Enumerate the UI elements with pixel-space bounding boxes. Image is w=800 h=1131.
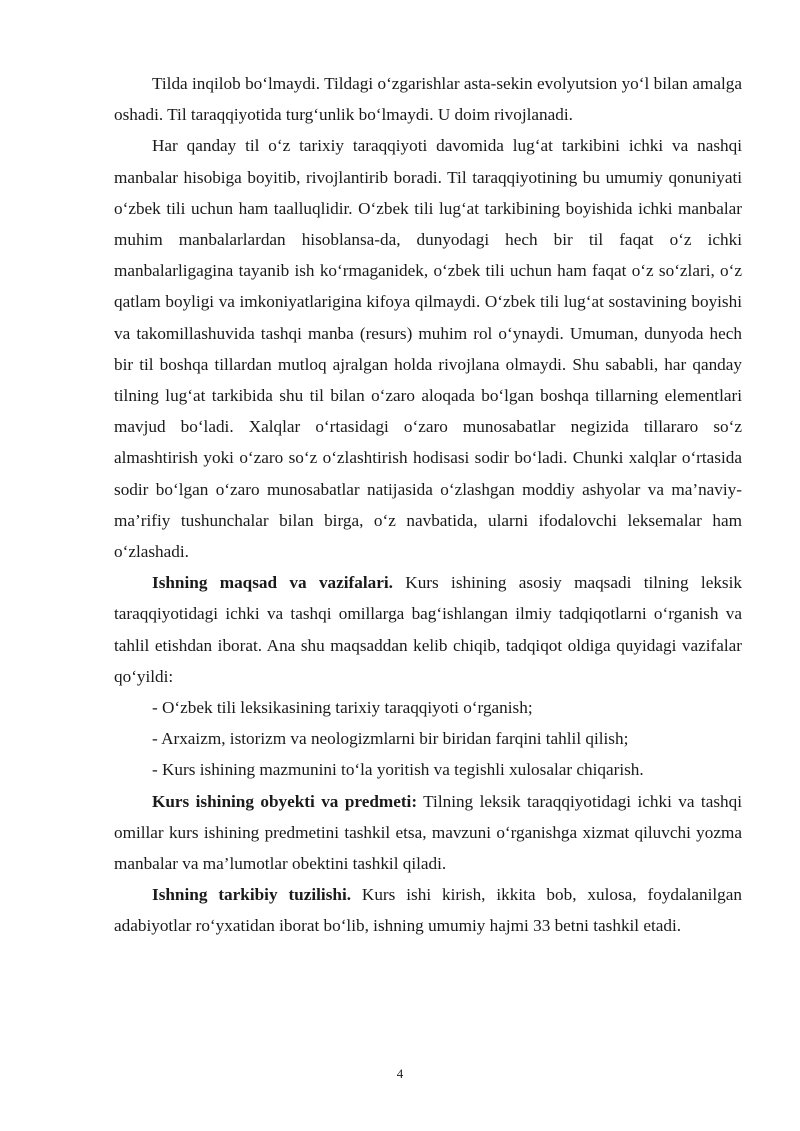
list-item: - Kurs ishining mazmunini to‘la yoritish va tegishli xulosalar chiqarish. [152, 760, 644, 780]
paragraph-goals [114, 567, 742, 692]
document-body [114, 68, 742, 942]
paragraph-lexical-enrichment: Har qanday til o‘z tarixiy taraqqiyoti davomida lug‘at tarkibini ichki va nashqi manbalar hisobiga boyitib, rivojlantirib boradi. Til taraqqiyotining bu umumiy qonuniyati o‘zbek tili uchun ham taalluqlidir. O‘zbek tili lug‘at tarkibining boyishida ichki manbalar muhim manbalarlardan hisoblansa-da, dunyodagi hech bir til faqat o‘z ichki manbalarligagina tayanib ish ko‘rmaganidek, o‘zbek tili uchun ham faqat o‘z so‘zlari, o‘z qatlam boyligi va imkoniyatlarigina kifoya qilmaydi. O‘zbek tili lug‘at sostavining boyishi va takomillashuvida tashqi manba (resurs) muhim rol o‘ynaydi. Umuman, dunyoda hech bir til boshqa tillardan mutloq ajralgan holda rivojlana olmaydi. Shu sababli, har qanday tilning lug‘at tarkibida shu til bilan o‘zaro aloqada bo‘lgan boshqa tillarning elementlari mavjud bo‘ladi. Xalqlar o‘rtasidagi o‘zaro munosabatlar negizida tillararo so‘z almashtirish yoki o‘zaro so‘z o‘zlashtirish hodisasi sodir bo‘ladi. Chunki xalqlar o‘rtasida sodir bo‘lgan o‘zaro munosabatlar natijasida o‘zlashgan moddiy ashyolar va ma’naviy-ma’rifiy tushunchalar bilan birga, o‘z navbatida, ularni ifodalovchi leksemalar ham o‘zlashadi. [114, 136, 742, 562]
structure-text: Kurs ishi kirish, ikkita bob, xulosa, foydalanilgan adabiyotlar ro‘yxatidan iborat bo‘lib, ishning umumiy hajmi 33 betni tashkil etadi. [114, 885, 742, 936]
structure-heading: Ishning tarkibiy tuzilishi. [152, 885, 352, 905]
object-subject-text: Tilning leksik taraqqiyotidagi ichki va tashqi omillar kurs ishining predmetini tashkil etsa, mavzuni o‘rganishga xizmat qiluvchi yozma manbalar va ma’lumotlar obektini tashkil qiladi. [114, 791, 742, 874]
page-number: 4 [396, 1066, 404, 1081]
list-item: - Arxaizm, istorizm va neologizmlarni bir biridan farqini tahlil qilish; [152, 729, 629, 749]
paragraph-intro: Tilda inqilob bo‘lmaydi. Tildagi o‘zgarishlar asta-sekin evolyutsion yo‘l bilan amalga oshadi. Til taraqqiyotida turg‘unlik bo‘lmaydi. U doim rivojlanadi. [114, 74, 742, 125]
paragraph-structure [114, 879, 742, 941]
paragraph-object-subject [114, 786, 742, 880]
object-subject-heading: Kurs ishining obyekti va predmeti: [152, 791, 418, 811]
goals-text: Kurs ishining asosiy maqsadi tilning leksik taraqqiyotidagi ichki va tashqi omillarga bag‘ishlangan ilmiy tadqiqotlarni o‘rganish va tahlil etishdan iborat. Ana shu maqsaddan kelib chiqib, tadqiqot oldiga quyidagi vazifalar qo‘yildi: [114, 573, 742, 686]
goals-heading: Ishning maqsad va vazifalari. [152, 573, 393, 593]
list-item: - O‘zbek tili leksikasining tarixiy taraqqiyoti o‘rganish; [152, 698, 533, 718]
